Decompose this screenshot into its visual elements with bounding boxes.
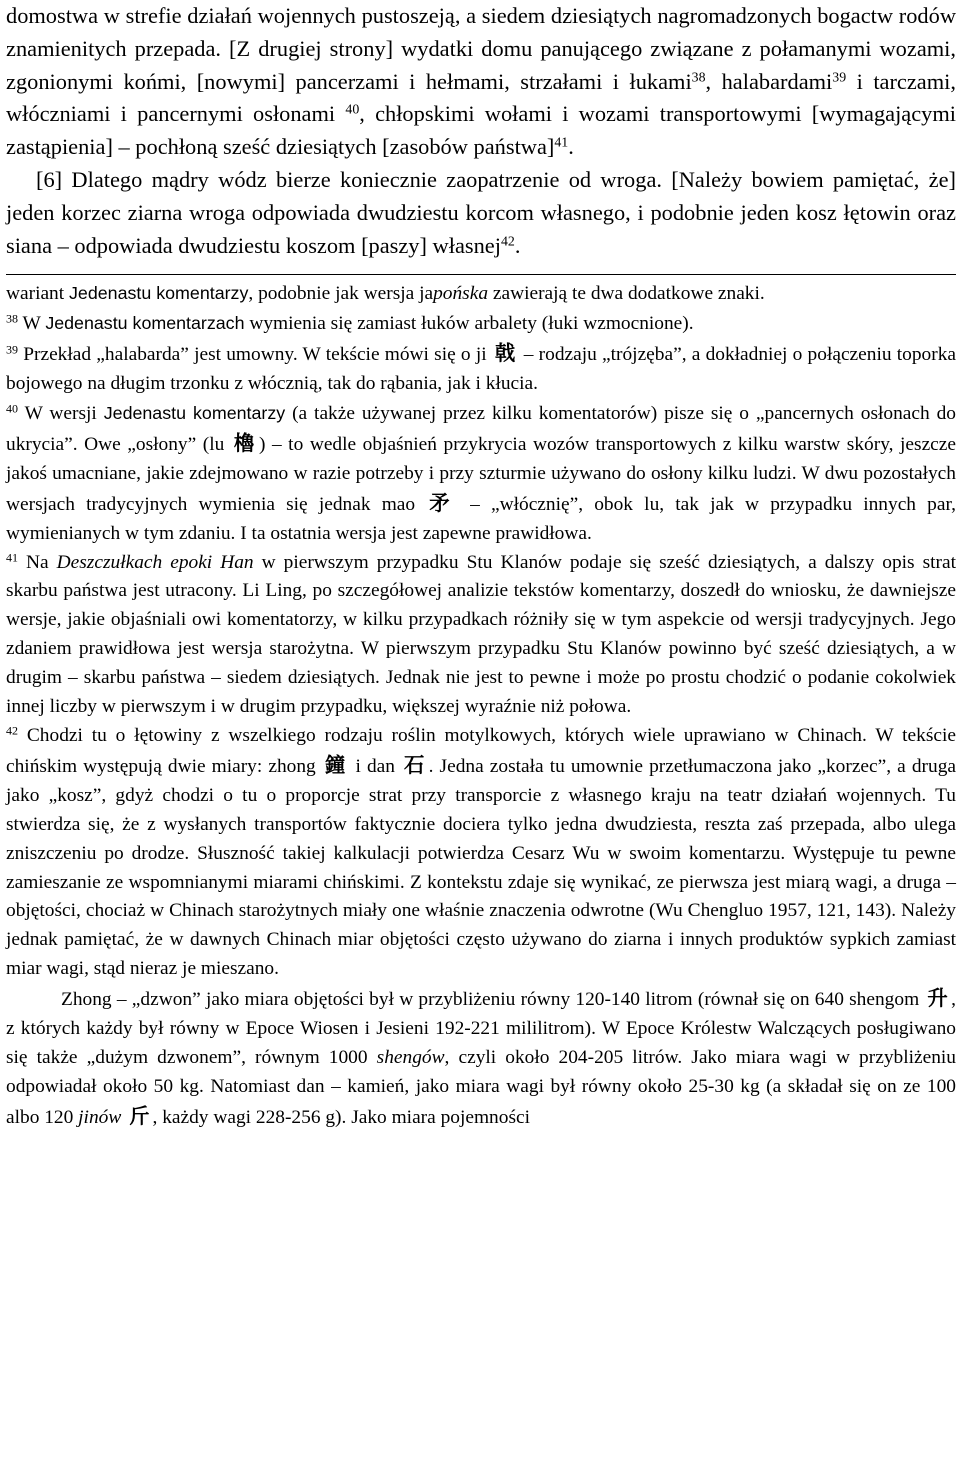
main-text	[6, 0, 956, 262]
footnote-number: 42	[6, 723, 19, 738]
text-run: jinów	[78, 1106, 122, 1128]
chinese-character: 戟	[494, 341, 516, 366]
footnote-40	[6, 399, 956, 549]
footnotes	[6, 279, 956, 1132]
text-run: Jedenastu komentarzy	[103, 403, 286, 423]
text-run: , czyli około 204-205 litrów. Jako miara wagi w przybliżeniu odpowiadał około 50 kg. Natomiast dan – kamień, jako miara wagi był równy około 25-30 kg (a składał się on ze 100 albo 120	[6, 1046, 956, 1128]
chinese-character: 升	[927, 986, 949, 1011]
text-run: ) – to wedle objaśnień przykrycia wozów transportowych z kilku warstw skóry, jeszcze jakoś umacniane, jakie zdejmowano w razie potrzeby i przy szturmie używano do osłony kilku ludzi. W dwu pozostałych wersjach tradycyjnych wymienia się jednak mao	[6, 433, 956, 515]
chinese-character: 石	[404, 752, 426, 777]
text-run: .	[568, 134, 574, 160]
text-run: Chodzi tu o łętowiny z wszelkiego rodzaju roślin motylkowych, których wiele uprawiano w Chinach. W tekście chińskim występują dwie miary: zhong	[6, 724, 956, 777]
paragraph-1	[6, 0, 956, 164]
text-run: (a także używanej przez kilku komentatorów) pisze się o „pancernych osłonach do ukrycia”. Owe „osłony” (lu	[6, 403, 956, 455]
footnote-42	[6, 722, 956, 984]
text-run: w pierwszym przypadku Stu Klanów podaje się sześć dziesiątych, a dalszy opis strat skarbu państwa jest utracony. Li Ling, po szczegółowej analizie tekstów komentarzy, doszedł do wniosku, że dawniejsze wersje, jakie objaśniali owi komentatorzy, w kilku przypadkach różniły się w tym aspekcie od wersji tradycyjnych. Jego zdaniem prawidłowa jest wersja starożytna. W pierwszym przypadku Stu Klanów powinno być sześć dziesiątych, a w drugim – skarbu państwa – siedem dziesiątych. Jednak nie jest to pewne i może po prostu chodzić o podanie cokolwiek innej liczby w pierwszym i w drugim przypadku, większej wyraźnie niż połowa.	[6, 551, 956, 718]
footnote-38	[6, 309, 956, 339]
chinese-character: 斤	[129, 1103, 150, 1128]
text-run: – „włócznię”, obok lu, tak jak w przypadku innych par, wymienianych w tym zdaniu. I ta ostatnia wersja jest zapewne prawidłowa.	[6, 493, 956, 544]
footnote-ref-39[interactable]: 39	[832, 69, 847, 85]
text-run: Przekład „halabarda” jest umowny. W tekście mówi się o ji	[18, 344, 492, 366]
text-run: , chłopskimi wołami i wozami transportowymi [wymagającymi zastąpienia] – pochłoną sześć dziesiątych [zasobów państwa]	[6, 101, 957, 160]
chinese-character: 矛	[429, 490, 456, 515]
footnote-ref-42[interactable]: 42	[500, 233, 515, 249]
text-run: W wersji	[18, 403, 104, 424]
text-run: .	[514, 232, 521, 258]
footnote-41	[6, 549, 956, 722]
text-run: , każdy wagi 228-256 g). Jako miara pojemności	[152, 1106, 530, 1128]
text-run: wariant	[6, 283, 69, 305]
footnote-continuation	[6, 279, 956, 309]
document-page	[6, 0, 956, 1133]
footnote-ref-41[interactable]: 41	[554, 135, 569, 151]
text-run: Jedenastu komentarzach	[45, 313, 245, 334]
text-run: domostwa w strefie działań wojennych pustoszeją, a siedem dziesiątych nagromadzonych bogactw rodów znamienitych przepada. [Z drugiej strony] wydatki domu panującego związane z połamanymi wozami, zgonionymi końmi, [nowymi] pancerzami i hełmami, strzałami i łukami	[6, 3, 956, 94]
footnote-number: 41	[6, 549, 19, 564]
chinese-character: 櫓	[233, 430, 256, 455]
text-run: [6] Dlatego mądry wódz bierze koniecznie zaopatrzenie od wroga. [Należy bowiem pamiętać, że] jeden korzec ziarna wroga odpowiada dwudziestu korcom własnego, i podobnie jeden kosz łętowin oraz siana – odpowiada dwudziestu koszom [paszy] własnej	[6, 166, 956, 258]
text-run: Jedenastu komentarzy	[69, 283, 249, 304]
text-run: W	[18, 313, 46, 335]
footnote-number: 40	[6, 401, 19, 416]
text-run: i dan	[349, 755, 402, 777]
text-run: zawierają te dwa dodatkowe znaki.	[488, 283, 765, 305]
footnote-39	[6, 339, 956, 399]
footnote-ref-40[interactable]: 40	[345, 102, 360, 118]
text-run: . Jedna została tu umownie przetłumaczona jako „korzec”, a druga jako „kosz”, gdyż chodzi o tu o proporcje strat przy transporcie z własnego kraju na teatr działań wojennych. Tu stwierdza się, że z wysłanych transportów faktycznie dociera tylko jedna dwudziesta, reszta zaś przepada, albo ulega zniszczeniu po drodze. Słuszność takiej kalkulacji potwierdza Cesarz Wu w swoim komentarzu. Występuje tu pewne zamieszanie ze wspomnianymi miarami chińskimi. Z kontekstu zdaje się wynikać, ze pierwsza jest miarą wagi, a druga – objętości, chociaż w Chinach starożytnych miały one właśnie znaczenia odwrotne (Wu Chengluo 1957, 121, 143). Należy jednak pamiętać, że w dawnych Chinach miar objętości często używano do ziarna i innych produktów sypkich zamiast miar wagi, stąd nieraz je mieszano.	[6, 755, 957, 980]
text-run: Zhong – „dzwon” jako miara objętości był w przybliżeniu równy 120-140 litrom (równał się on 640 shengom	[61, 989, 925, 1011]
footnote-ref-38[interactable]: 38	[691, 69, 706, 85]
footnote-42-paragraph-2	[6, 984, 956, 1133]
chinese-character: 鐘	[324, 752, 347, 777]
text-run: – rodzaju „trójzęba”, a dokładniej o połączeniu toporka bojowego na długim trzonku z włócznią, tak do rąbania, jak i kłucia.	[6, 344, 956, 395]
text-run: i tarczami, włóczniami i pancernymi osłonami	[6, 68, 956, 127]
footnote-number: 38	[6, 311, 19, 326]
text-run: , podobnie jak wersja ja	[248, 283, 434, 305]
text-run: , halabardami	[705, 68, 833, 94]
text-run: wymienia się zamiast łuków arbalety (łuki wzmocnione).	[244, 313, 694, 335]
text-run: Na	[18, 551, 57, 573]
text-run: Deszczułkach epoki Han	[56, 551, 254, 573]
text-run: , z których każdy był równy w Epoce Wiosen i Jesieni 192-221 mililitrom). W Epoce Królestw Walczących posługiwano się także „dużym dzwonem”, równym 1000	[6, 989, 956, 1068]
paragraph-2	[6, 164, 956, 262]
text-run: pońska	[433, 283, 489, 305]
footnote-separator	[6, 274, 956, 275]
footnote-number: 39	[6, 342, 19, 357]
text-run: shengów	[376, 1046, 445, 1068]
